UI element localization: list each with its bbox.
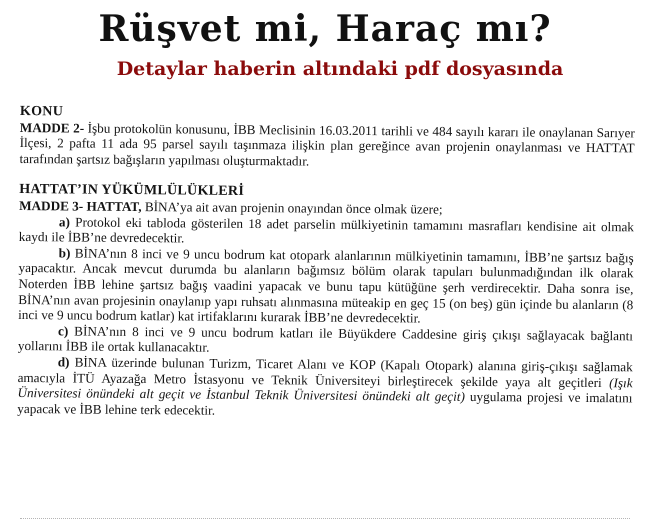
item-d xyxy=(17,354,633,422)
item-b xyxy=(18,245,634,328)
article-2 xyxy=(19,120,634,172)
scanned-document xyxy=(17,104,635,422)
item-b-label: b) xyxy=(58,245,71,261)
item-b-text: BİNA’nın 8 inci ve 9 uncu bodrum kat otopark alanlarının mülkiyetinin tamamını, İBB’ne şartsız bağış yapacaktır. Ancak mevcut durumda bu alanların bağımsız bölüm olarak tapuları bulunmadığından ilk olarak Noterden İBB lehine şartsız bağış vaadini yapacak ve bunu tapu kütüğüne şerh verdirecektir. Daha sonra ise, BİNA’nın avan projesinin onaylanıp yapı ruhsatı alınmasına müteakip en geç 15 (on beş) gün içinde bu alanların (8 inci ve 9 uncu bodrum katlar) kat irtifaklarını kurarak İBB’ne devredecektir. xyxy=(18,245,634,326)
headline: Rüşvet mi, Haraç mı? xyxy=(98,8,552,50)
article-2-label: MADDE 2- xyxy=(19,119,85,136)
item-c-label: c) xyxy=(57,323,69,339)
item-d-text: BİNA üzerinde bulunan Turizm, Ticaret Alanı ve KOP (Kapalı Otopark) alanına giriş-çıkışı sağlamak amacıyla İTÜ Ayazağa Metro İstasyonu ve Teknik Üniversiteyi birleştirecek şekilde yaya alt geçitleri xyxy=(17,354,633,390)
section-title-obligations: HATTAT’IN YÜKÜMLÜLÜKLERİ xyxy=(19,182,245,200)
item-d-italic-text: (Işık Üniversitesi önündeki alt geçit ve İstanbul Teknik Üniversitesi önündeki alt geçit) xyxy=(17,374,633,404)
item-d-text-end: uygulama projesi ve imalatını yapacak ve İBB lehine terk edecektir. xyxy=(17,388,633,418)
subheadline: Detaylar haberin altındaki pdf dosyasında xyxy=(116,58,564,80)
item-a-text: Protokol eki tabloda gösterilen 18 adet parselin mülkiyetinin tamamını masrafları kendisine ait olmak kaydı ile İBB’ne devredecektir. xyxy=(18,214,635,246)
item-c-text: BİNA’nın 8 inci ve 9 uncu bodrum katları ile Büyükdere Caddesine giriş çıkışı sağlayacak bağlantı yollarını İBB ile ortak kullanacaktır. xyxy=(17,323,634,355)
section-title-konu: KONU xyxy=(19,104,64,120)
article-2-text: İşbu protokolün konusunu, İBB Meclisinin 16.03.2011 tarihli ve 484 sayılı kararı ile onaylanan Sarıyer İlçesi, 2 pafta 11 ada 95 parsel sayılı taşınmaza ilişkin plan gereğince avan projenin onaylanması ve HATTAT tarafından şartsız bağışların yapılması oluşturmaktadır. xyxy=(19,120,635,169)
article-3-label: MADDE 3- HATTAT, xyxy=(19,197,142,215)
article-3-text: BİNA’ya ait avan projenin onayından önce olmak üzere; xyxy=(141,199,443,217)
item-a-label: a) xyxy=(58,213,71,230)
page-cut-line xyxy=(20,518,630,531)
item-d-label: d) xyxy=(57,354,70,370)
